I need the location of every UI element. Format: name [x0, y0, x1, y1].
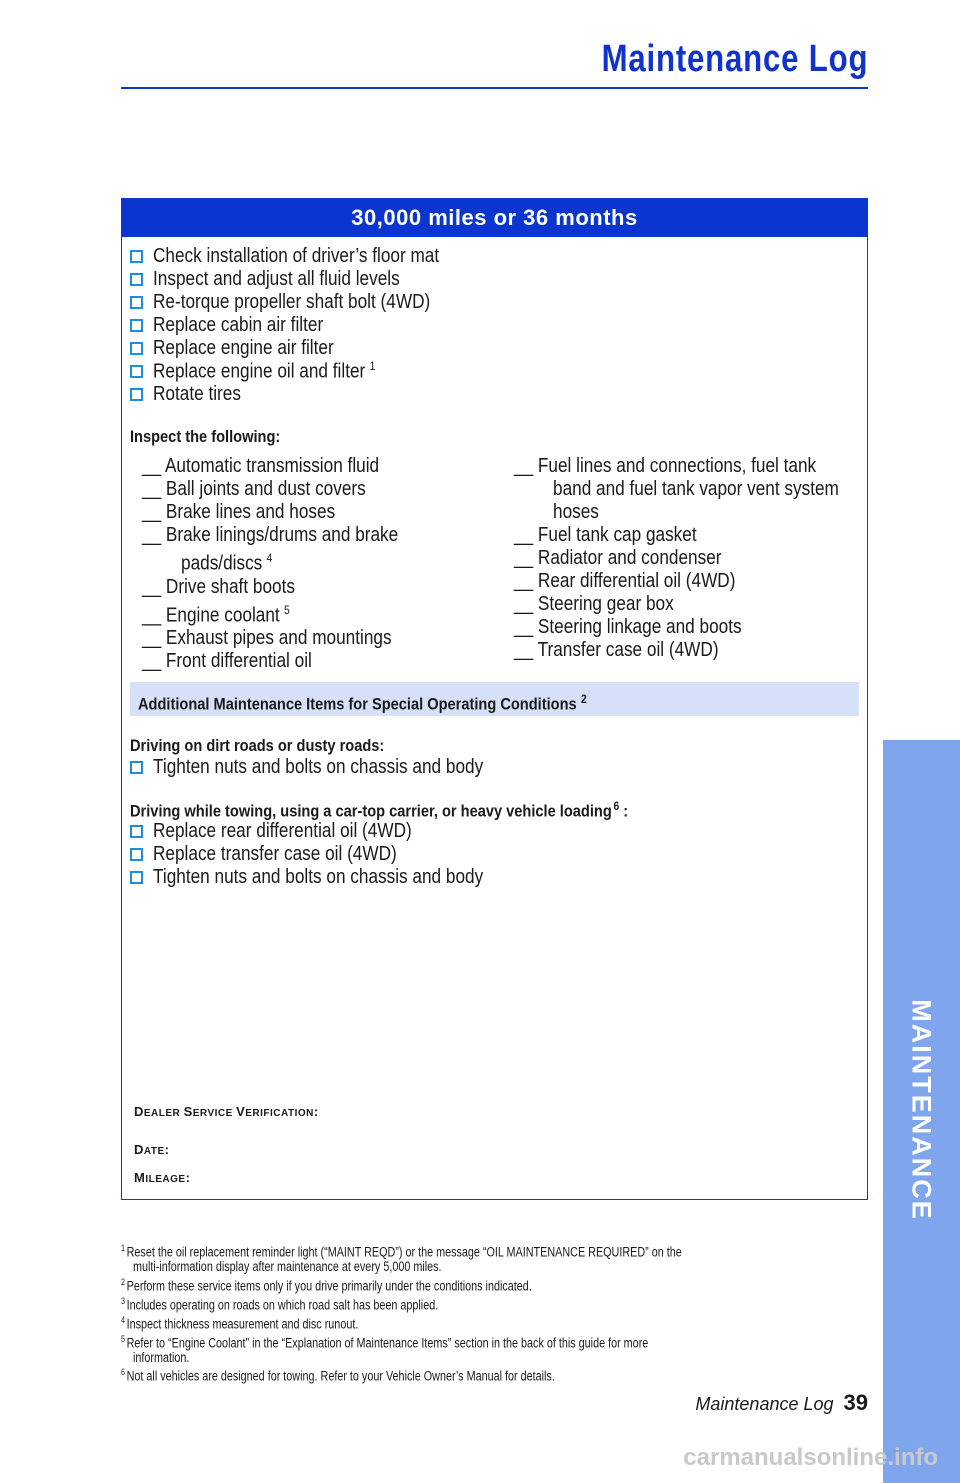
checklist-item[interactable]: Rotate tires: [130, 383, 486, 406]
checkbox[interactable]: [130, 848, 143, 861]
checklist-item[interactable]: Check installation of driver’s floor mat: [130, 245, 486, 268]
checkbox[interactable]: [130, 342, 143, 355]
inspect-column-right: [514, 455, 885, 662]
towing-heading: Driving while towing, using a car-top carrier, or heavy vehicle loading $^6$ :: [130, 799, 629, 821]
footnote: $^3$ Includes operating on roads on which road salt has been applied.: [121, 1295, 439, 1312]
inspect-column-left: [142, 455, 440, 673]
inspect-item: __ Radiator and condenser: [514, 547, 722, 569]
inspect-item: __ Front differential oil: [142, 650, 312, 673]
footnote: $^6$ Not all vehicles are designed for towing. Refer to your Vehicle Owner’s Manual for details.: [121, 1367, 555, 1384]
footnote: $^5$ Refer to “Engine Coolant” in the “Explanation of Maintenance Items” section in the back of this guide for more: [121, 1333, 649, 1350]
dirt-roads-list: [130, 756, 537, 779]
inspect-item: __ Steering gear box: [514, 593, 674, 615]
inspect-item: __ Rear differential oil (4WD): [514, 570, 736, 592]
inspect-item: __ Drive shaft boots: [142, 575, 295, 598]
inspect-item: __ Brake lines and hoses: [142, 501, 336, 523]
footnote-continued: information.: [133, 1349, 190, 1365]
inspect-item: __ Transfer case oil (4WD): [514, 639, 719, 661]
watermark: carmanualsonline.info: [683, 1444, 938, 1471]
maintenance-box: [121, 198, 868, 1200]
footnote-ref: 5: [284, 602, 290, 617]
inspect-item: __ Fuel tank cap gasket: [514, 524, 697, 546]
inspect-item-continued: pads/discs $^4$: [181, 551, 273, 575]
interval-header: [122, 199, 867, 237]
footnotes: [121, 1241, 868, 1384]
footnote-ref: 2: [580, 692, 587, 706]
checkbox[interactable]: [130, 273, 143, 286]
interval-title: 30,000 miles or 36 months: [351, 205, 638, 230]
footnote-ref: 4: [266, 551, 273, 565]
footnote-continued: multi-information display after maintenance at every 5,000 miles.: [133, 1259, 442, 1274]
checkbox[interactable]: [130, 871, 143, 884]
page-title: Maintenance Log: [601, 38, 868, 80]
checklist-item[interactable]: Inspect and adjust all fluid levels: [130, 268, 486, 291]
checklist-item[interactable]: Replace cabin air filter: [130, 314, 486, 337]
footnote-ref: 6: [613, 799, 620, 813]
inspect-item: __ Ball joints and dust covers: [142, 478, 366, 500]
page-number: 39: [843, 1390, 868, 1415]
checkbox[interactable]: [130, 761, 143, 774]
dealer-verification-label: DEALER SERVICE VERIFICATION:: [134, 1104, 319, 1119]
checkbox[interactable]: [130, 250, 143, 263]
inspect-item: __ Engine coolant $^5$: [142, 602, 290, 627]
checklist-item[interactable]: Replace engine oil and filter $^1$: [130, 360, 486, 383]
inspect-item: __ Steering linkage and boots: [514, 616, 742, 638]
footnote: $^2$ Perform these service items only if you drive primarily under the conditions indicated.: [121, 1276, 532, 1293]
date-label: DATE:: [134, 1142, 170, 1157]
inspect-item-continued: hoses: [553, 501, 599, 523]
checklist-item[interactable]: Replace engine air filter: [130, 337, 486, 360]
checklist-item[interactable]: Tighten nuts and bolts on chassis and body: [130, 756, 537, 779]
checkbox[interactable]: [130, 319, 143, 332]
checklist-item[interactable]: Re-torque propeller shaft bolt (4WD): [130, 291, 486, 314]
checkbox[interactable]: [130, 296, 143, 309]
checkbox[interactable]: [130, 388, 143, 401]
checklist-item[interactable]: Tighten nuts and bolts on chassis and body: [130, 866, 537, 889]
towing-list: [130, 820, 537, 889]
checklist-item[interactable]: Replace rear differential oil (4WD): [130, 820, 537, 843]
inspect-item-continued: band and fuel tank vapor vent system: [553, 478, 839, 500]
inspect-item: __ Brake linings/drums and brake: [142, 524, 399, 546]
footnote-ref: 1: [369, 359, 376, 374]
footnote: $^1$ Reset the oil replacement reminder light (“MAINT REQD”) or the message “OIL MAINTENANCE REQUIRED” on the: [121, 1243, 682, 1260]
inspect-item: __ Exhaust pipes and mountings: [142, 627, 392, 650]
checklist: [130, 245, 486, 406]
footnote: $^4$ Inspect thickness measurement and disc runout.: [121, 1314, 359, 1331]
checkbox[interactable]: [130, 365, 143, 378]
additional-items-band: Additional Maintenance Items for Special Operating Conditions $^2$: [130, 682, 859, 716]
inspect-heading: Inspect the following:: [130, 427, 281, 446]
checklist-item[interactable]: Replace transfer case oil (4WD): [130, 843, 537, 866]
page-footer: [695, 1390, 868, 1416]
header-divider: [121, 87, 868, 89]
footer-label: Maintenance Log: [695, 1394, 834, 1414]
inspect-item: __ Fuel lines and connections, fuel tank: [514, 455, 817, 477]
dirt-roads-heading: Driving on dirt roads or dusty roads:: [130, 736, 385, 755]
side-tab-label: MAINTENANCE: [906, 999, 937, 1221]
checkbox[interactable]: [130, 825, 143, 838]
mileage-label: MILEAGE:: [134, 1170, 191, 1185]
inspect-item: __ Automatic transmission fluid: [142, 455, 380, 477]
